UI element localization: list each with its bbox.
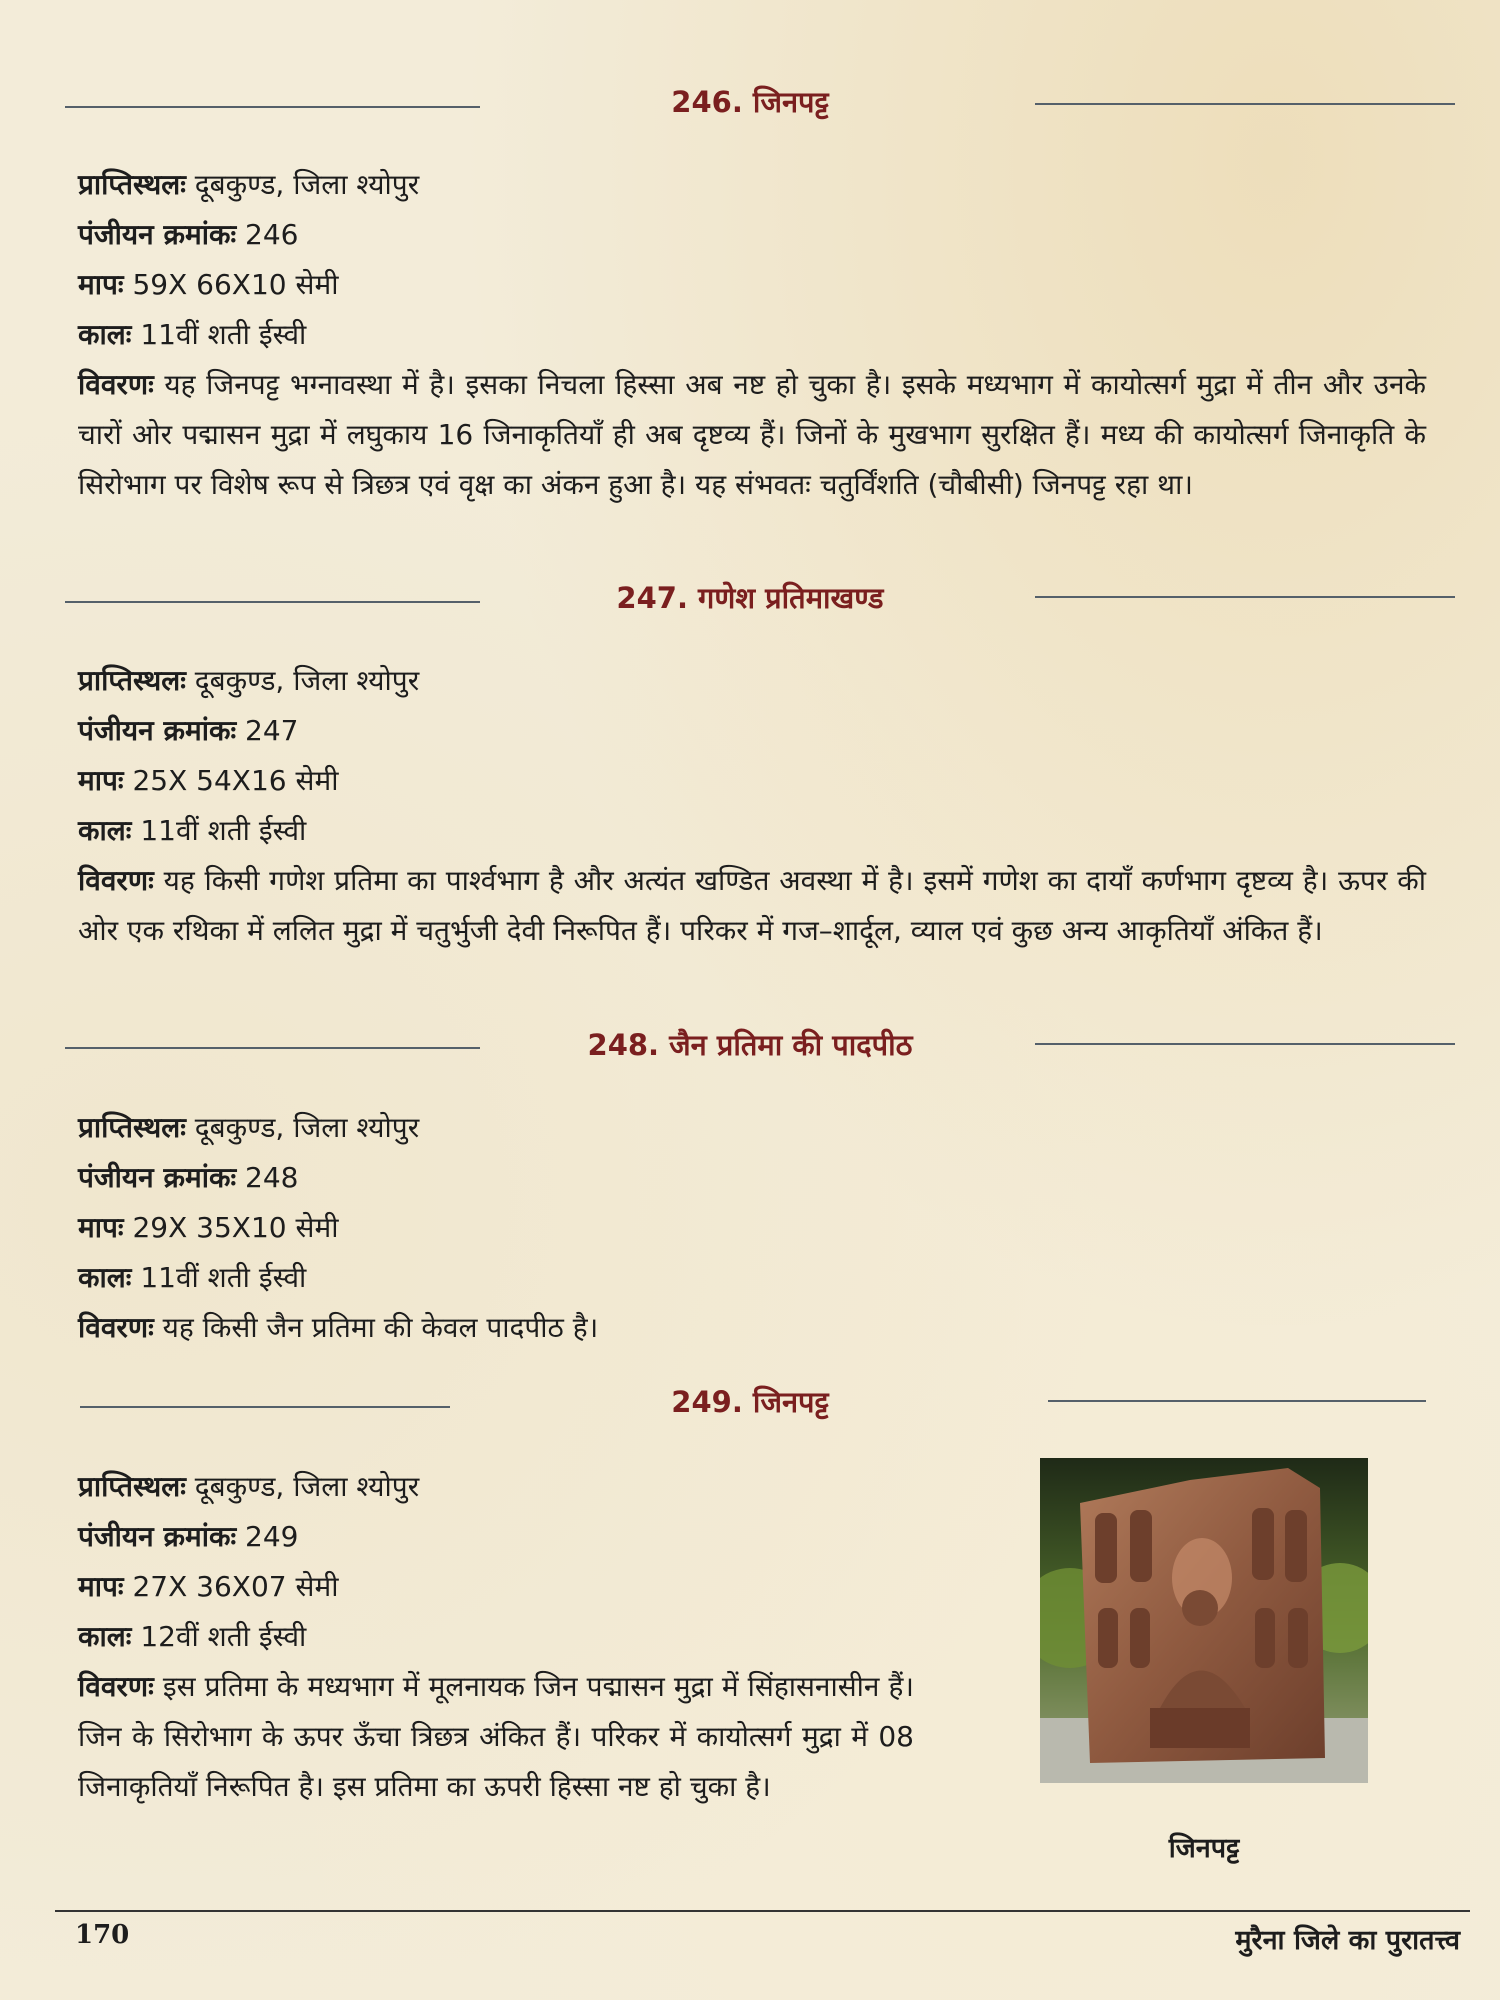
period-value: 11वीं शती ईस्वी (140, 318, 307, 351)
size-label: मापः (78, 1211, 124, 1244)
size-line (78, 756, 1426, 806)
period-value: 11वीं शती ईस्वी (140, 814, 307, 847)
book-title: मुरैना जिले का पुरातत्त्व (1235, 1925, 1460, 1956)
description (78, 1303, 1426, 1353)
site-label: प्राप्तिस्थलः (78, 168, 186, 201)
size-value: 25X 54X16 सेमी (132, 764, 339, 797)
description (78, 1662, 914, 1812)
site-line (78, 656, 1426, 706)
reg-value: 248 (245, 1161, 299, 1194)
site-label: प्राप्तिस्थलः (78, 1470, 186, 1503)
heading-rule-right (1035, 1043, 1455, 1045)
period-label: कालः (78, 814, 132, 847)
period-label: कालः (78, 1620, 132, 1653)
size-line (78, 260, 1426, 310)
footer-rule (55, 1910, 1470, 1912)
entry-246 (0, 82, 1500, 501)
reg-value: 246 (245, 218, 299, 251)
entry-heading-row (0, 82, 1500, 132)
desc-value: इस प्रतिमा के मध्यभाग में मूलनायक जिन पद्मासन मुद्रा में सिंहासनासीन हैं। जिन के सिरोभाग के ऊपर ऊँचा त्रिछत्र अंकित हैं। परिकर में कायोत्सर्ग मुद्रा में 08 जिनाकृतियाँ निरूपित है। इस प्रतिमा का ऊपरी हिस्सा नष्ट हो चुका है। (78, 1670, 914, 1803)
entry-heading: 249. जिनपट्ट (671, 1385, 829, 1419)
size-value: 29X 35X10 सेमी (132, 1211, 339, 1244)
size-label: मापः (78, 1570, 124, 1603)
period-line (78, 1253, 1426, 1303)
entry-fields (78, 1462, 914, 1812)
period-line (78, 806, 1426, 856)
period-line (78, 1612, 914, 1662)
size-line (78, 1562, 914, 1612)
period-value: 11वीं शती ईस्वी (140, 1261, 307, 1294)
entry-heading-row (0, 1025, 1500, 1075)
site-label: प्राप्तिस्थलः (78, 1111, 186, 1144)
reg-line (78, 1153, 1426, 1203)
desc-value: यह किसी गणेश प्रतिमा का पार्श्वभाग है और अत्यंत खण्डित अवस्था में है। इसमें गणेश का दायाँ कर्णभाग दृष्टव्य है। ऊपर की ओर एक रथिका में ललित मुद्रा में चतुर्भुजी देवी निरूपित हैं। परिकर में गज–शार्दूल, व्याल एवं कुछ अन्य आकृतियाँ अंकित हैं। (78, 864, 1426, 947)
heading-rule-right (1035, 596, 1455, 598)
reg-label: पंजीयन क्रमांकः (78, 1161, 237, 1194)
desc-label: विवरणः (78, 368, 154, 401)
reg-line (78, 706, 1426, 756)
entry-249 (0, 1382, 1500, 1803)
sculpture-image (1040, 1458, 1368, 1783)
entry-248 (0, 1025, 1500, 1344)
size-value: 27X 36X07 सेमी (132, 1570, 339, 1603)
site-line (78, 1103, 1426, 1153)
entry-247 (0, 578, 1500, 947)
size-line (78, 1203, 1426, 1253)
heading-rule-right (1035, 103, 1455, 105)
page-number: 170 (75, 1920, 130, 1950)
reg-value: 247 (245, 714, 299, 747)
reg-value: 249 (245, 1520, 299, 1553)
description (78, 856, 1426, 956)
site-value: दूबकुण्ड, जिला श्योपुर (194, 168, 420, 201)
entry-heading: 247. गणेश प्रतिमाखण्ड (616, 581, 884, 615)
reg-line (78, 210, 1426, 260)
reg-label: पंजीयन क्रमांकः (78, 714, 237, 747)
site-line (78, 160, 1426, 210)
site-label: प्राप्तिस्थलः (78, 664, 186, 697)
entry-heading: 248. जैन प्रतिमा की पादपीठ (587, 1028, 913, 1062)
entry-fields (78, 160, 1426, 510)
desc-label: विवरणः (78, 1670, 154, 1703)
period-label: कालः (78, 318, 132, 351)
size-value: 59X 66X10 सेमी (132, 268, 339, 301)
period-label: कालः (78, 1261, 132, 1294)
desc-label: विवरणः (78, 1311, 154, 1344)
reg-label: पंजीयन क्रमांकः (78, 1520, 237, 1553)
heading-rule-right (1048, 1400, 1426, 1402)
site-value: दूबकुण्ड, जिला श्योपुर (194, 1111, 420, 1144)
size-label: मापः (78, 268, 124, 301)
site-value: दूबकुण्ड, जिला श्योपुर (194, 1470, 420, 1503)
desc-value: यह किसी जैन प्रतिमा की केवल पादपीठ है। (162, 1311, 599, 1344)
reg-label: पंजीयन क्रमांकः (78, 218, 237, 251)
entry-fields (78, 1103, 1426, 1353)
entry-heading-row (0, 578, 1500, 628)
desc-value: यह जिनपट्ट भग्नावस्था में है। इसका निचला हिस्सा अब नष्ट हो चुका है। इसके मध्यभाग में कायोत्सर्ग मुद्रा में तीन और उनके चारों ओर पद्मासन मुद्रा में लघुकाय 16 जिनाकृतियाँ ही अब दृष्टव्य हैं। जिनों के मुखभाग सुरक्षित हैं। मध्य की कायोत्सर्ग जिनाकृति के सिरोभाग पर विशेष रूप से त्रिछत्र एवं वृक्ष का अंकन हुआ है। यह संभवतः चतुर्विंशति (चौबीसी) जिनपट्ट रहा था। (78, 368, 1426, 501)
size-label: मापः (78, 764, 124, 797)
period-line (78, 310, 1426, 360)
desc-label: विवरणः (78, 864, 154, 897)
site-line (78, 1462, 914, 1512)
site-value: दूबकुण्ड, जिला श्योपुर (194, 664, 420, 697)
entry-fields (78, 656, 1426, 956)
description (78, 360, 1426, 510)
reg-line (78, 1512, 914, 1562)
entry-heading: 246. जिनपट्ट (671, 85, 829, 119)
photo-caption: जिनपट्ट (1168, 1833, 1240, 1864)
sculpture-photo (1040, 1458, 1368, 1783)
period-value: 12वीं शती ईस्वी (140, 1620, 307, 1653)
entry-heading-row (0, 1382, 1500, 1432)
